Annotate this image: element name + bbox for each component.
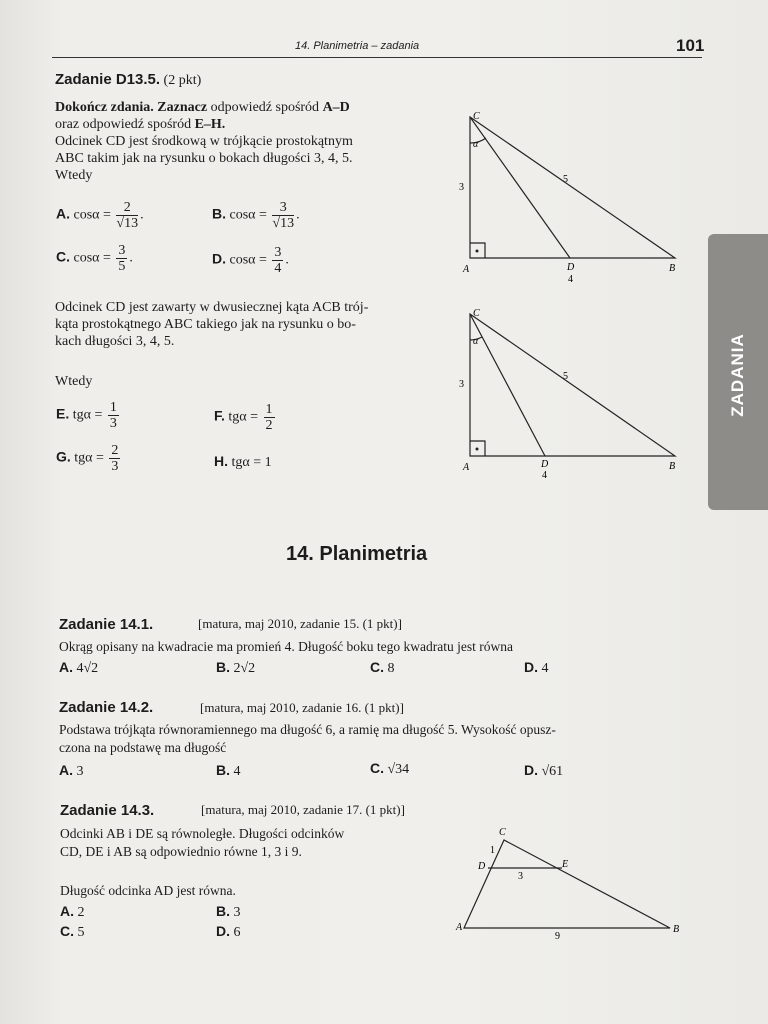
parallel-segments-figure — [450, 822, 690, 942]
task-14-3-text-line1: Odcinki AB i DE są równoległe. Długości odcinków — [60, 826, 345, 841]
option-c: C. cosα = $\frac{3}{5}$ . — [56, 243, 133, 274]
label-side-cb: 5 — [563, 174, 568, 185]
task-d13-5-part2-line1: Odcinek CD jest zawarty w dwusiecznej kąta ACB trój- — [55, 300, 369, 315]
task-d13-5-part2-line2: kąta prostokątnego ABC takiego jak na rysunku o bo- — [55, 317, 356, 332]
label-alpha: α — [473, 139, 479, 150]
task-14-1-title: Zadanie 14.1. — [59, 616, 154, 633]
task-14-3-source: [matura, maj 2010, zadanie 17. (1 pkt)] — [201, 802, 405, 817]
task-d13-5-line4: ABC takim jak na rysunku o bokach długości 3, 4, 5. — [55, 151, 353, 166]
task-14-1-answer-b: B. 2√2 — [216, 659, 256, 676]
page-number: 101 — [676, 36, 705, 55]
label-alpha: α — [473, 336, 479, 347]
label-e: E — [562, 859, 569, 870]
label-d: D — [541, 459, 549, 470]
label-side-ac: 3 — [459, 182, 464, 193]
task-14-2-answer-c: C. √34 — [370, 760, 410, 777]
label-cd: 1 — [490, 845, 495, 856]
label-side-cb: 5 — [563, 371, 568, 382]
option-g: G. tgα = $\frac{2}{3}$ — [56, 443, 119, 474]
task-14-3-answer-b: B. 3 — [216, 903, 241, 920]
option-b: B. cosα = $\frac{3}{√13}$ . — [212, 200, 300, 231]
label-c: C — [473, 308, 480, 319]
label-side-ab: 4 — [542, 470, 547, 481]
header-rule — [52, 57, 702, 58]
label-d: D — [567, 262, 575, 273]
task-d13-5-line5: Wtedy — [55, 168, 93, 183]
task-14-2-source: [matura, maj 2010, zadanie 16. (1 pkt)] — [200, 700, 404, 715]
triangle-median-figure — [450, 105, 690, 285]
option-a: A. cosα = $\frac{2}{√13}$ . — [56, 200, 144, 231]
task-14-3-answer-a: A. 2 — [60, 903, 85, 920]
task-14-2-answer-a: A. 3 — [59, 762, 84, 779]
task-14-1-answer-a: A. 4√2 — [59, 659, 99, 676]
task-d13-5-part2-wtedy: Wtedy — [55, 374, 93, 389]
task-d13-5-line2: oraz odpowiedź spośród E–H. — [55, 117, 226, 132]
task-14-3-text-line2: CD, DE i AB są odpowiednio równe 1, 3 i 9. — [60, 844, 302, 859]
label-c: C — [499, 827, 506, 838]
task-14-3-title: Zadanie 14.3. — [60, 802, 155, 819]
task-14-1-text: Okrąg opisany na kwadracie ma promień 4. Długość boku tego kwadratu jest równa — [59, 639, 513, 654]
label-ab: 9 — [555, 931, 560, 942]
label-d: D — [478, 861, 486, 872]
task-14-3-question: Długość odcinka AD jest równa. — [60, 883, 236, 898]
option-e: E. tgα = $\frac{1}{3}$ — [56, 400, 117, 431]
label-side-ac: 3 — [459, 379, 464, 390]
task-d13-5-line3: Odcinek CD jest środkową w trójkącie prostokątnym — [55, 134, 353, 149]
label-b: B — [673, 924, 680, 935]
task-14-1-source: [matura, maj 2010, zadanie 15. (1 pkt)] — [198, 616, 402, 631]
task-14-2-answer-b: B. 4 — [216, 762, 241, 779]
option-d: D. cosα = $\frac{3}{4}$ . — [212, 245, 289, 276]
running-header: 14. Planimetria – zadania — [295, 40, 420, 52]
label-a: A — [456, 922, 463, 933]
side-tab-label: ZADANIA — [728, 333, 747, 417]
task-14-3-answer-d: D. 6 — [216, 923, 241, 940]
option-h: H. tgα = 1 — [214, 453, 272, 470]
section-title: 14. Planimetria — [286, 543, 428, 565]
label-de: 3 — [518, 871, 523, 882]
task-14-1-answer-c: C. 8 — [370, 659, 395, 676]
label-c: C — [473, 111, 480, 122]
task-14-2-text-line1: Podstawa trójkąta równoramiennego ma długość 6, a ramię ma długość 5. Wysokość opusz- — [59, 722, 556, 737]
task-14-2-text-line2: czona na podstawę ma długość — [59, 740, 227, 755]
label-b: B — [669, 263, 676, 274]
triangle-bisector-figure — [450, 302, 690, 482]
task-d13-5-heading: Zadanie D13.5. (2 pkt) — [55, 71, 202, 88]
option-f: F. tgα = $\frac{1}{2}$ — [214, 402, 273, 433]
label-side-ab: 4 — [568, 274, 573, 285]
label-a: A — [463, 264, 470, 275]
label-a: A — [463, 462, 470, 473]
task-14-2-title: Zadanie 14.2. — [59, 699, 154, 716]
task-d13-5-part2-line3: kach długości 3, 4, 5. — [55, 334, 175, 349]
task-14-1-answer-d: D. 4 — [524, 659, 549, 676]
task-d13-5-line1: Dokończ zdania. Zaznacz odpowiedź spośród A–D — [55, 100, 350, 115]
task-14-3-answer-c: C. 5 — [60, 923, 85, 940]
task-14-2-answer-d: D. √61 — [524, 762, 564, 779]
label-b: B — [669, 461, 676, 472]
